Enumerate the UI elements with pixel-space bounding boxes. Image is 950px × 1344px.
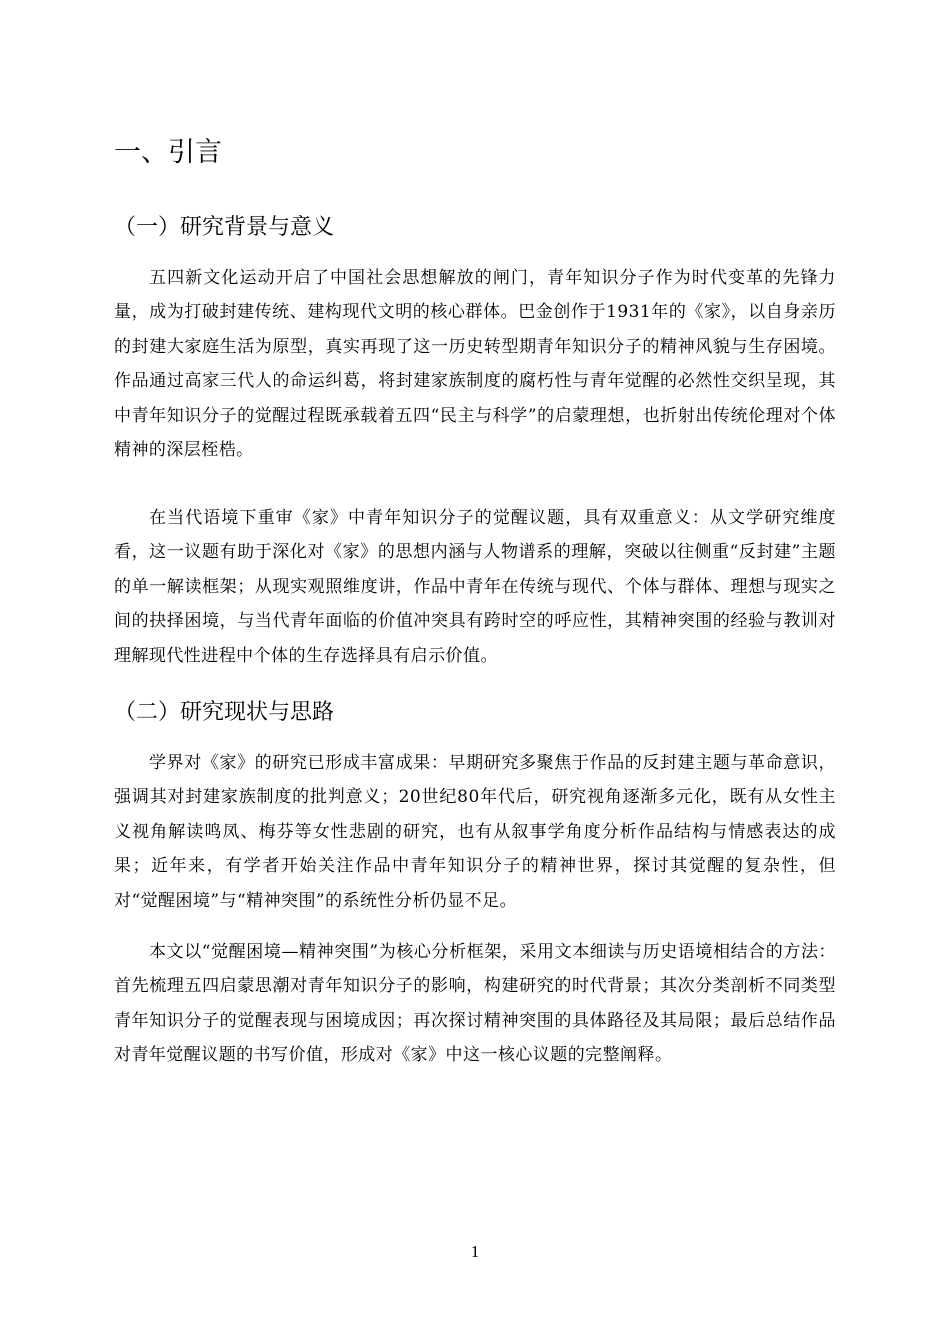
page-number: 1 [470,1242,480,1261]
paragraph-background-2: 在当代语境下重审《家》中青年知识分子的觉醒议题，具有双重意义：从文学研究维度看，这一议题有助于深化对《家》的思想内涵与人物谱系的理解，突破以往侧重“反封建”主题的单一解读框架；从现实观照维度讲，作品中青年在传统与现代、个体与群体、理想与现实之间的抉择困境，与当代青年面临的价值冲突具有跨时空的呼应性，其精神突围的经验与教训对理解现代性进程中个体的生存选择具有启示价值。 [114,508,836,666]
paragraph-status-1: 学界对《家》的研究已形成丰富成果：早期研究多聚焦于作品的反封建主题与革命意识，强调其对封建家族制度的批判意义；20世纪80年代后，研究视角逐渐多元化，既有从女性主义视角解读鸣凤、梅芬等女性悲剧的研究，也有从叙事学角度分析作品结构与情感表达的成果；近年来，有学者开始关注作品中青年知识分子的精神世界，探讨其觉醒的复杂性，但对“觉醒困境”与“精神突围”的系统性分析仍显不足。 [114,753,836,911]
section-heading-status: （二）研究现状与思路 [114,700,335,725]
chapter-heading: 一、引言 [114,137,222,168]
paragraph-status-2: 本文以“觉醒困境—精神突围”为核心分析框架，采用文本细读与历史语境相结合的方法：首先梳理五四启蒙思潮对青年知识分子的影响，构建研究的时代背景；其次分类剖析不同类型青年知识分子的觉醒表现与困境成因；再次探讨精神突围的具体路径及其局限；最后总结作品对青年觉醒议题的书写价值，形成对《家》中这一核心议题的完整阐释。 [114,942,836,1066]
section-heading-background: （一）研究背景与意义 [114,215,335,240]
paragraph-background-1: 五四新文化运动开启了中国社会思想解放的闸门，青年知识分子作为时代变革的先锋力量，成为打破封建传统、建构现代文明的核心群体。巴金创作于1931年的《家》，以自身亲历的封建大家庭生活为原型，真实再现了这一历史转型期青年知识分子的精神风貌与生存困境。作品通过高家三代人的命运纠葛，将封建家族制度的腐朽性与青年觉醒的必然性交织呈现，其中青年知识分子的觉醒过程既承载着五四“民主与科学”的启蒙理想，也折射出传统伦理对个体精神的深层桎梏。 [114,268,836,461]
